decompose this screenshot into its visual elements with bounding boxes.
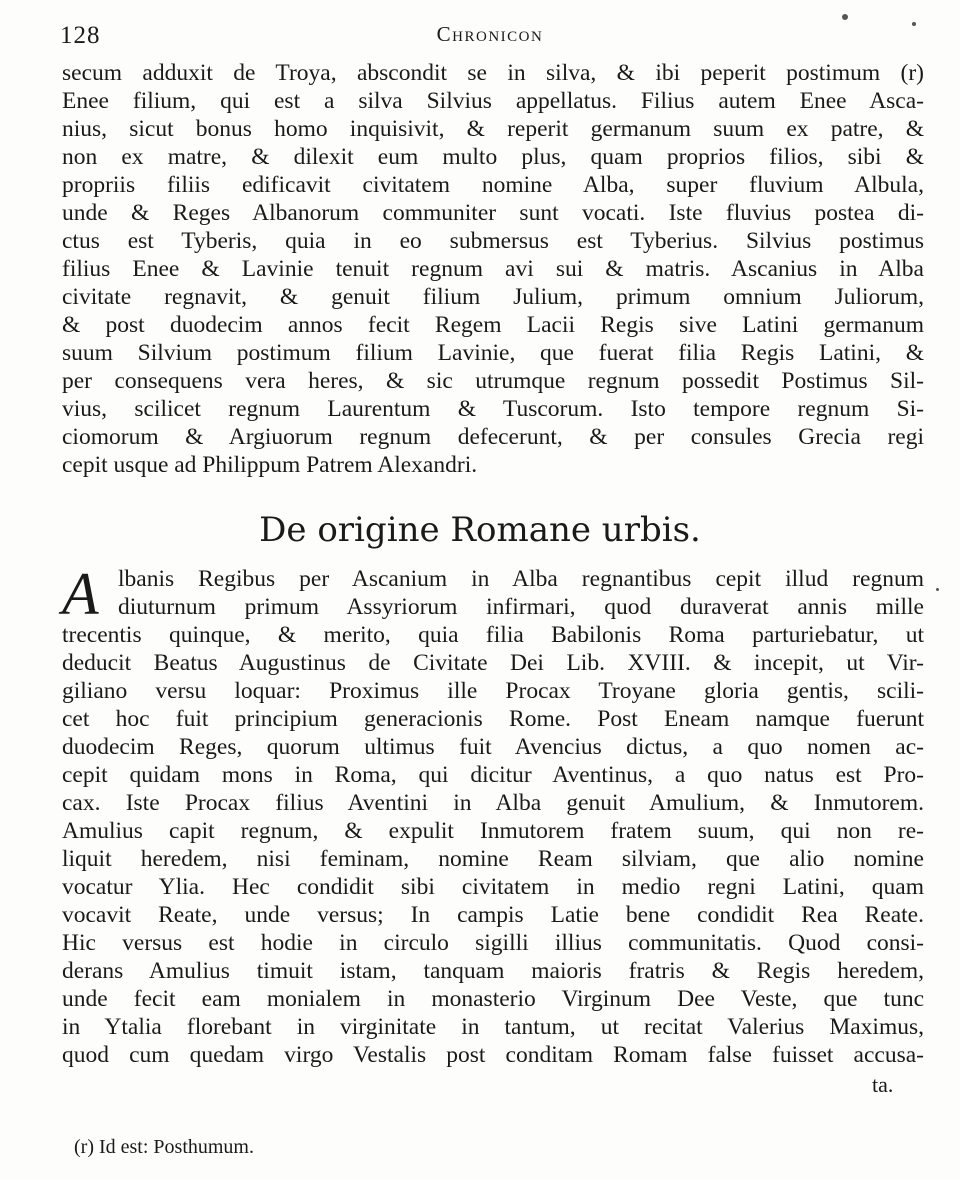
text-line: cet hoc fuit principium generacionis Rome. Post Eneam namque fuerunt <box>62 706 924 732</box>
text-line: diuturnum primum Assyriorum infirmari, quod duraverat annis mille <box>118 594 924 620</box>
text-line: derans Amulius timuit istam, tanquam maioris fratris & Regis heredem, <box>62 958 924 984</box>
text-line: trecentis quinque, & merito, quia filia Babilonis Roma parturiebatur, ut <box>62 622 924 648</box>
text-line: unde fecit eam monialem in monasterio Virginum Dee Veste, que tunc <box>62 986 924 1012</box>
text-line: cax. Iste Procax filius Aventini in Alba genuit Amulium, & Inmutorem. <box>62 790 924 816</box>
text-line: ctus est Tyberis, quia in eo submersus est Tyberius. Silvius postimus <box>62 228 924 254</box>
text-line: quod cum quedam virgo Vestalis post conditam Romam false fuisset accusa- <box>62 1042 924 1068</box>
page-header <box>60 14 920 54</box>
text-line: non ex matre, & dilexit eum multo plus, quam proprios filios, sibi & <box>62 144 924 170</box>
section-title: De origine Romane urbis. <box>259 510 701 550</box>
text-line: giliano versu loquar: Proximus ille Procax Troyane gloria gentis, scili- <box>62 678 924 704</box>
text-line: propriis filiis edificavit civitatem nomine Alba, super fluvium Albula, <box>62 172 924 198</box>
running-head: Chronicon <box>436 22 544 46</box>
text-line: vocavit Reate, unde versus; In campis Latie bene condidit Rea Reate. <box>62 902 924 928</box>
catchword: ta. <box>872 1072 894 1097</box>
text-line: vocatur Ylia. Hec condidit sibi civitatem in medio regni Latini, quam <box>62 874 924 900</box>
text-line: cepit usque ad Philippum Patrem Alexandri. <box>62 452 478 478</box>
text-line: filius Enee & Lavinie tenuit regnum avi sui & matris. Ascanius in Alba <box>62 256 924 282</box>
page-number: 128 <box>60 22 101 49</box>
text-line: lbanis Regibus per Ascanium in Alba regnantibus cepit illud regnum <box>118 566 924 592</box>
text-line: cepit quidam mons in Roma, qui dicitur Aventinus, a quo natus est Pro- <box>62 762 924 788</box>
text-line: nius, sicut bonus homo inquisivit, & reperit germanum suum ex patre, & <box>62 116 924 142</box>
text-line: secum adduxit de Troya, abscondit se in silva, & ibi peperit postimum (r) <box>62 60 924 86</box>
text-line: per consequens vera heres, & sic utrumque regnum possedit Postimus Sil- <box>62 368 924 394</box>
text-line: in Ytalia florebant in virginitate in tantum, ut recitat Valerius Maximus, <box>62 1014 924 1040</box>
scan-speck <box>936 588 939 591</box>
text-line: ciomorum & Argiuorum regnum defecerunt, & per consules Grecia regi <box>62 424 924 450</box>
footnote: (r) Id est: Posthumum. <box>74 1136 254 1158</box>
text-line: Enee filium, qui est a silva Silvius appellatus. Filius autem Enee Asca- <box>62 88 924 114</box>
scan-speck <box>842 14 848 20</box>
text-line: & post duodecim annos fecit Regem Lacii Regis sive Latini germanum <box>62 312 924 338</box>
drop-cap: A <box>62 561 99 627</box>
text-line: vius, scilicet regnum Laurentum & Tuscorum. Isto tempore regnum Si- <box>62 396 924 422</box>
text-line: suum Silvium postimum filium Lavinie, que fuerat filia Regis Latini, & <box>62 340 924 366</box>
text-line: duodecim Reges, quorum ultimus fuit Avencius dictus, a quo nomen ac- <box>62 734 924 760</box>
text-line: Hic versus est hodie in circulo sigilli illius communitatis. Quod consi- <box>62 930 924 956</box>
scan-speck <box>912 22 916 26</box>
text-line: Amulius capit regnum, & expulit Inmutorem fratem suum, qui non re- <box>62 818 924 844</box>
text-line: liquit heredem, nisi feminam, nomine Ream silviam, que alio nomine <box>62 846 924 872</box>
text-line: deducit Beatus Augustinus de Civitate Dei Lib. XVIII. & incepit, ut Vir- <box>62 650 924 676</box>
text-line: civitate regnavit, & genuit filium Julium, primum omnium Juliorum, <box>62 284 924 310</box>
text-line: unde & Reges Albanorum communiter sunt vocati. Iste fluvius postea di- <box>62 200 924 226</box>
